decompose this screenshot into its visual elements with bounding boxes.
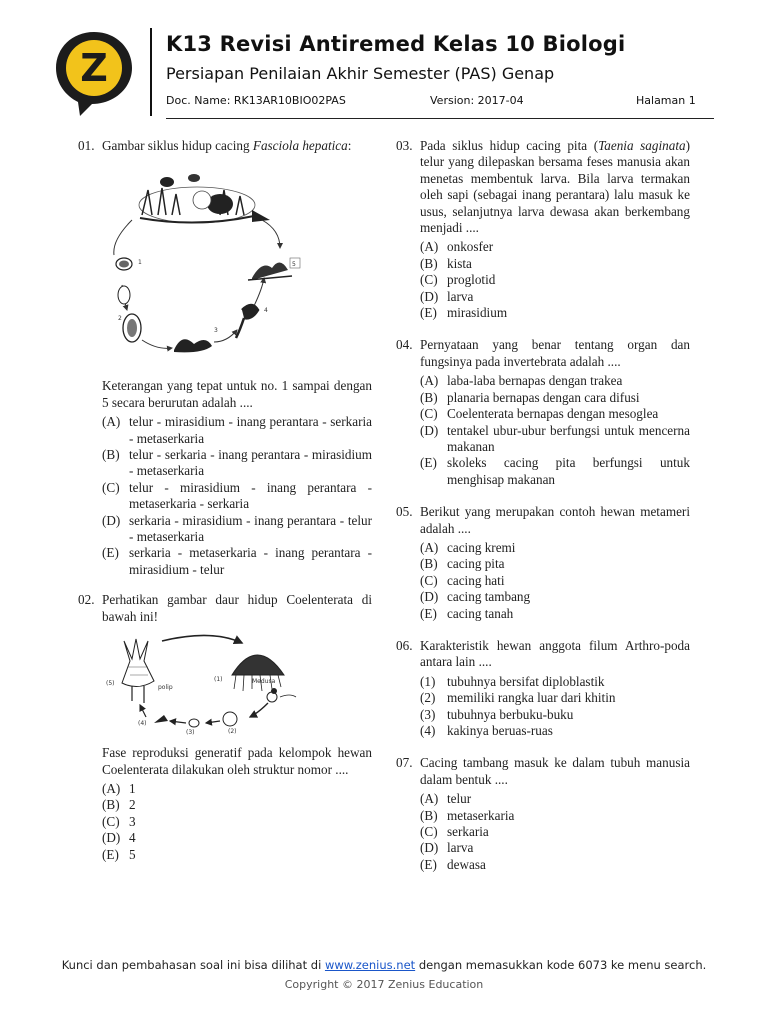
options-list [420, 540, 690, 622]
option-c[interactable]: (C) 3 [102, 813, 136, 829]
option-b[interactable]: (B) planaria bernapas dengan cara difusi [420, 389, 640, 405]
question-02 [78, 592, 372, 863]
right-column [396, 138, 690, 873]
question-number: 06. [396, 637, 413, 653]
option-a[interactable]: (A) laba-laba bernapas dengan trakea [420, 373, 623, 389]
option-d[interactable]: (D) serkaria - mirasidium - inang perantara - telur - metaserkaria [102, 512, 372, 545]
option-c[interactable]: (C) cacing hati [420, 572, 505, 588]
zenius-link[interactable]: www.zenius.net [324, 958, 416, 972]
option-e[interactable]: (E) serkaria - metaserkaria - inang perantara - mirasidium - telur [102, 545, 372, 577]
option-1[interactable]: (1) tubuhnya bersifat diploblastik [420, 673, 605, 689]
header-rule [166, 118, 714, 119]
fig-label-medusa: Medusa [252, 678, 276, 686]
question-text: Pada siklus hidup cacing pita (Taenia saginata) telur yang dilepaskan bersama feses manusia akan menetas membentuk larva. Bila larva termakan oleh sapi (sebagai inang perantara) lalu masuk ke usus, selanjutnya larva dewasa akan berkembang menjadi .... [420, 138, 690, 236]
question-text: Karakteristik hewan anggota filum Arthro-poda antara lain .... [420, 637, 690, 670]
option-c[interactable]: (C) serkaria [420, 824, 489, 840]
planula-stage [189, 719, 199, 727]
question-number: 04. [396, 337, 413, 353]
question-06 [396, 638, 690, 739]
option-b[interactable]: (B) cacing pita [420, 556, 505, 572]
footer-note: Kunci dan pembahasan soal ini bisa dilihat di www.zenius.net dengan memasukkan kode 6073 ke menu search. [61, 958, 707, 972]
option-e[interactable]: (E) mirasidium [420, 305, 508, 321]
option-b[interactable]: (B) telur - serkaria - inang perantara - mirasidium - metaserkaria [102, 447, 372, 479]
polyp-illustration [122, 639, 154, 703]
fig-label-4: (4) [138, 720, 147, 728]
option-a[interactable]: (A) onkosfer [420, 239, 494, 255]
option-d[interactable]: (D) tentakel ubur-ubur berfungsi untuk mencerna makanan [420, 422, 690, 454]
option-c[interactable]: (C) telur - mirasidium - inang perantara - metaserkaria - serkaria [102, 479, 372, 512]
option-c[interactable]: (C) proglotid [420, 272, 496, 288]
question-number: 07. [396, 755, 413, 771]
option-a[interactable]: (A) telur - mirasidium - inang perantara - serkaria - metaserkaria [102, 414, 372, 446]
option-e[interactable]: (E) cacing tanah [420, 605, 514, 621]
fig-label-5: (5) [106, 680, 115, 688]
option-d[interactable]: (D) 4 [102, 830, 136, 846]
fig-label-4: 4 [264, 307, 268, 315]
option-e[interactable]: (E) skoleks cacing pita berfungsi untuk menghisap makanan [420, 455, 690, 487]
left-column [78, 138, 372, 863]
option-d[interactable]: (D) larva [420, 288, 474, 304]
copyright: Copyright © 2017 Zenius Education [284, 978, 484, 991]
fig-label-5: 5 [292, 261, 296, 269]
medusa-illustration [232, 655, 284, 691]
zenius-logo [52, 28, 136, 118]
option-d[interactable]: (D) larva [420, 840, 474, 856]
option-d[interactable]: (D) cacing tambang [420, 589, 531, 605]
options-list [102, 781, 372, 863]
option-e[interactable]: (E) dewasa [420, 856, 486, 872]
options-list [420, 373, 690, 488]
question-number: 03. [396, 138, 413, 153]
fig-label-1: (1) [214, 676, 223, 684]
fig-label-3: 3 [214, 327, 218, 335]
zygote-stage [223, 712, 237, 726]
coelenterata-lifecycle-figure [102, 631, 314, 735]
option-b[interactable]: (B) metaserkaria [420, 807, 515, 823]
question-text: Gambar siklus hidup cacing Fasciola hepatica: [102, 138, 352, 153]
question-04 [396, 337, 690, 488]
options-list [420, 239, 690, 321]
question-text: Berikut yang merupakan contoh hewan metameri adalah .... [420, 504, 690, 536]
question-03 [396, 138, 690, 321]
question-number: 05. [396, 504, 413, 520]
question-07 [396, 755, 690, 873]
option-c[interactable]: (C) Coelenterata bernapas dengan mesoglea [420, 406, 659, 422]
page-subtitle: Persiapan Penilaian Akhir Semester (PAS) Genap [166, 64, 555, 83]
fig-label-1: 1 [138, 259, 142, 267]
question-01 [78, 138, 372, 578]
option-2[interactable]: (2) memiliki rangka luar dari khitin [420, 690, 616, 706]
miracidium-stage [118, 286, 130, 304]
option-4[interactable]: (4) kakinya beruas-ruas [420, 723, 553, 738]
option-b[interactable]: (B) 2 [102, 797, 136, 813]
question-05 [396, 504, 690, 622]
fig-label-2: 2 [118, 315, 122, 323]
question-number: 01. [78, 138, 95, 153]
page-number: Halaman 1 [636, 94, 696, 107]
question-text: Cacing tambang masuk ke dalam tubuh manusia dalam bentuk .... [420, 755, 690, 787]
question-number: 02. [78, 592, 95, 608]
fasciola-lifecycle-figure [102, 160, 322, 368]
logo-letter: Z [80, 46, 108, 90]
question-text: Pernyataan yang benar tentang organ dan fungsinya pada invertebrata adalah .... [420, 337, 690, 369]
doc-name: Doc. Name: RK13AR10BIO02PAS [166, 94, 346, 107]
option-a[interactable]: (A) 1 [102, 780, 136, 796]
question-stem: Keterangan yang tepat untuk no. 1 sampai dengan 5 secara berurutan adalah .... [102, 378, 372, 410]
header-divider [150, 28, 152, 116]
option-b[interactable]: (B) kista [420, 255, 472, 271]
options-list [420, 674, 690, 740]
option-a[interactable]: (A) telur [420, 791, 472, 807]
question-stem: Fase reproduksi generatif pada kelompok hewan Coelenterata dilakukan oleh struktur nomor .... [102, 745, 372, 777]
page-title: K13 Revisi Antiremed Kelas 10 Biologi [166, 32, 626, 56]
question-text: Perhatikan gambar daur hidup Coelenterata di bawah ini! [102, 592, 372, 624]
fig-label-2: (2) [228, 728, 237, 736]
fig-label-polip: polip [158, 684, 173, 692]
option-a[interactable]: (A) cacing kremi [420, 539, 516, 555]
fig-label-3: (3) [186, 729, 195, 736]
option-e[interactable]: (E) 5 [102, 846, 136, 862]
doc-version: Version: 2017-04 [430, 94, 524, 107]
options-list [102, 414, 372, 578]
larva-stage [154, 715, 168, 723]
options-list [420, 791, 690, 873]
option-3[interactable]: (3) tubuhnya berbuku-buku [420, 706, 574, 722]
